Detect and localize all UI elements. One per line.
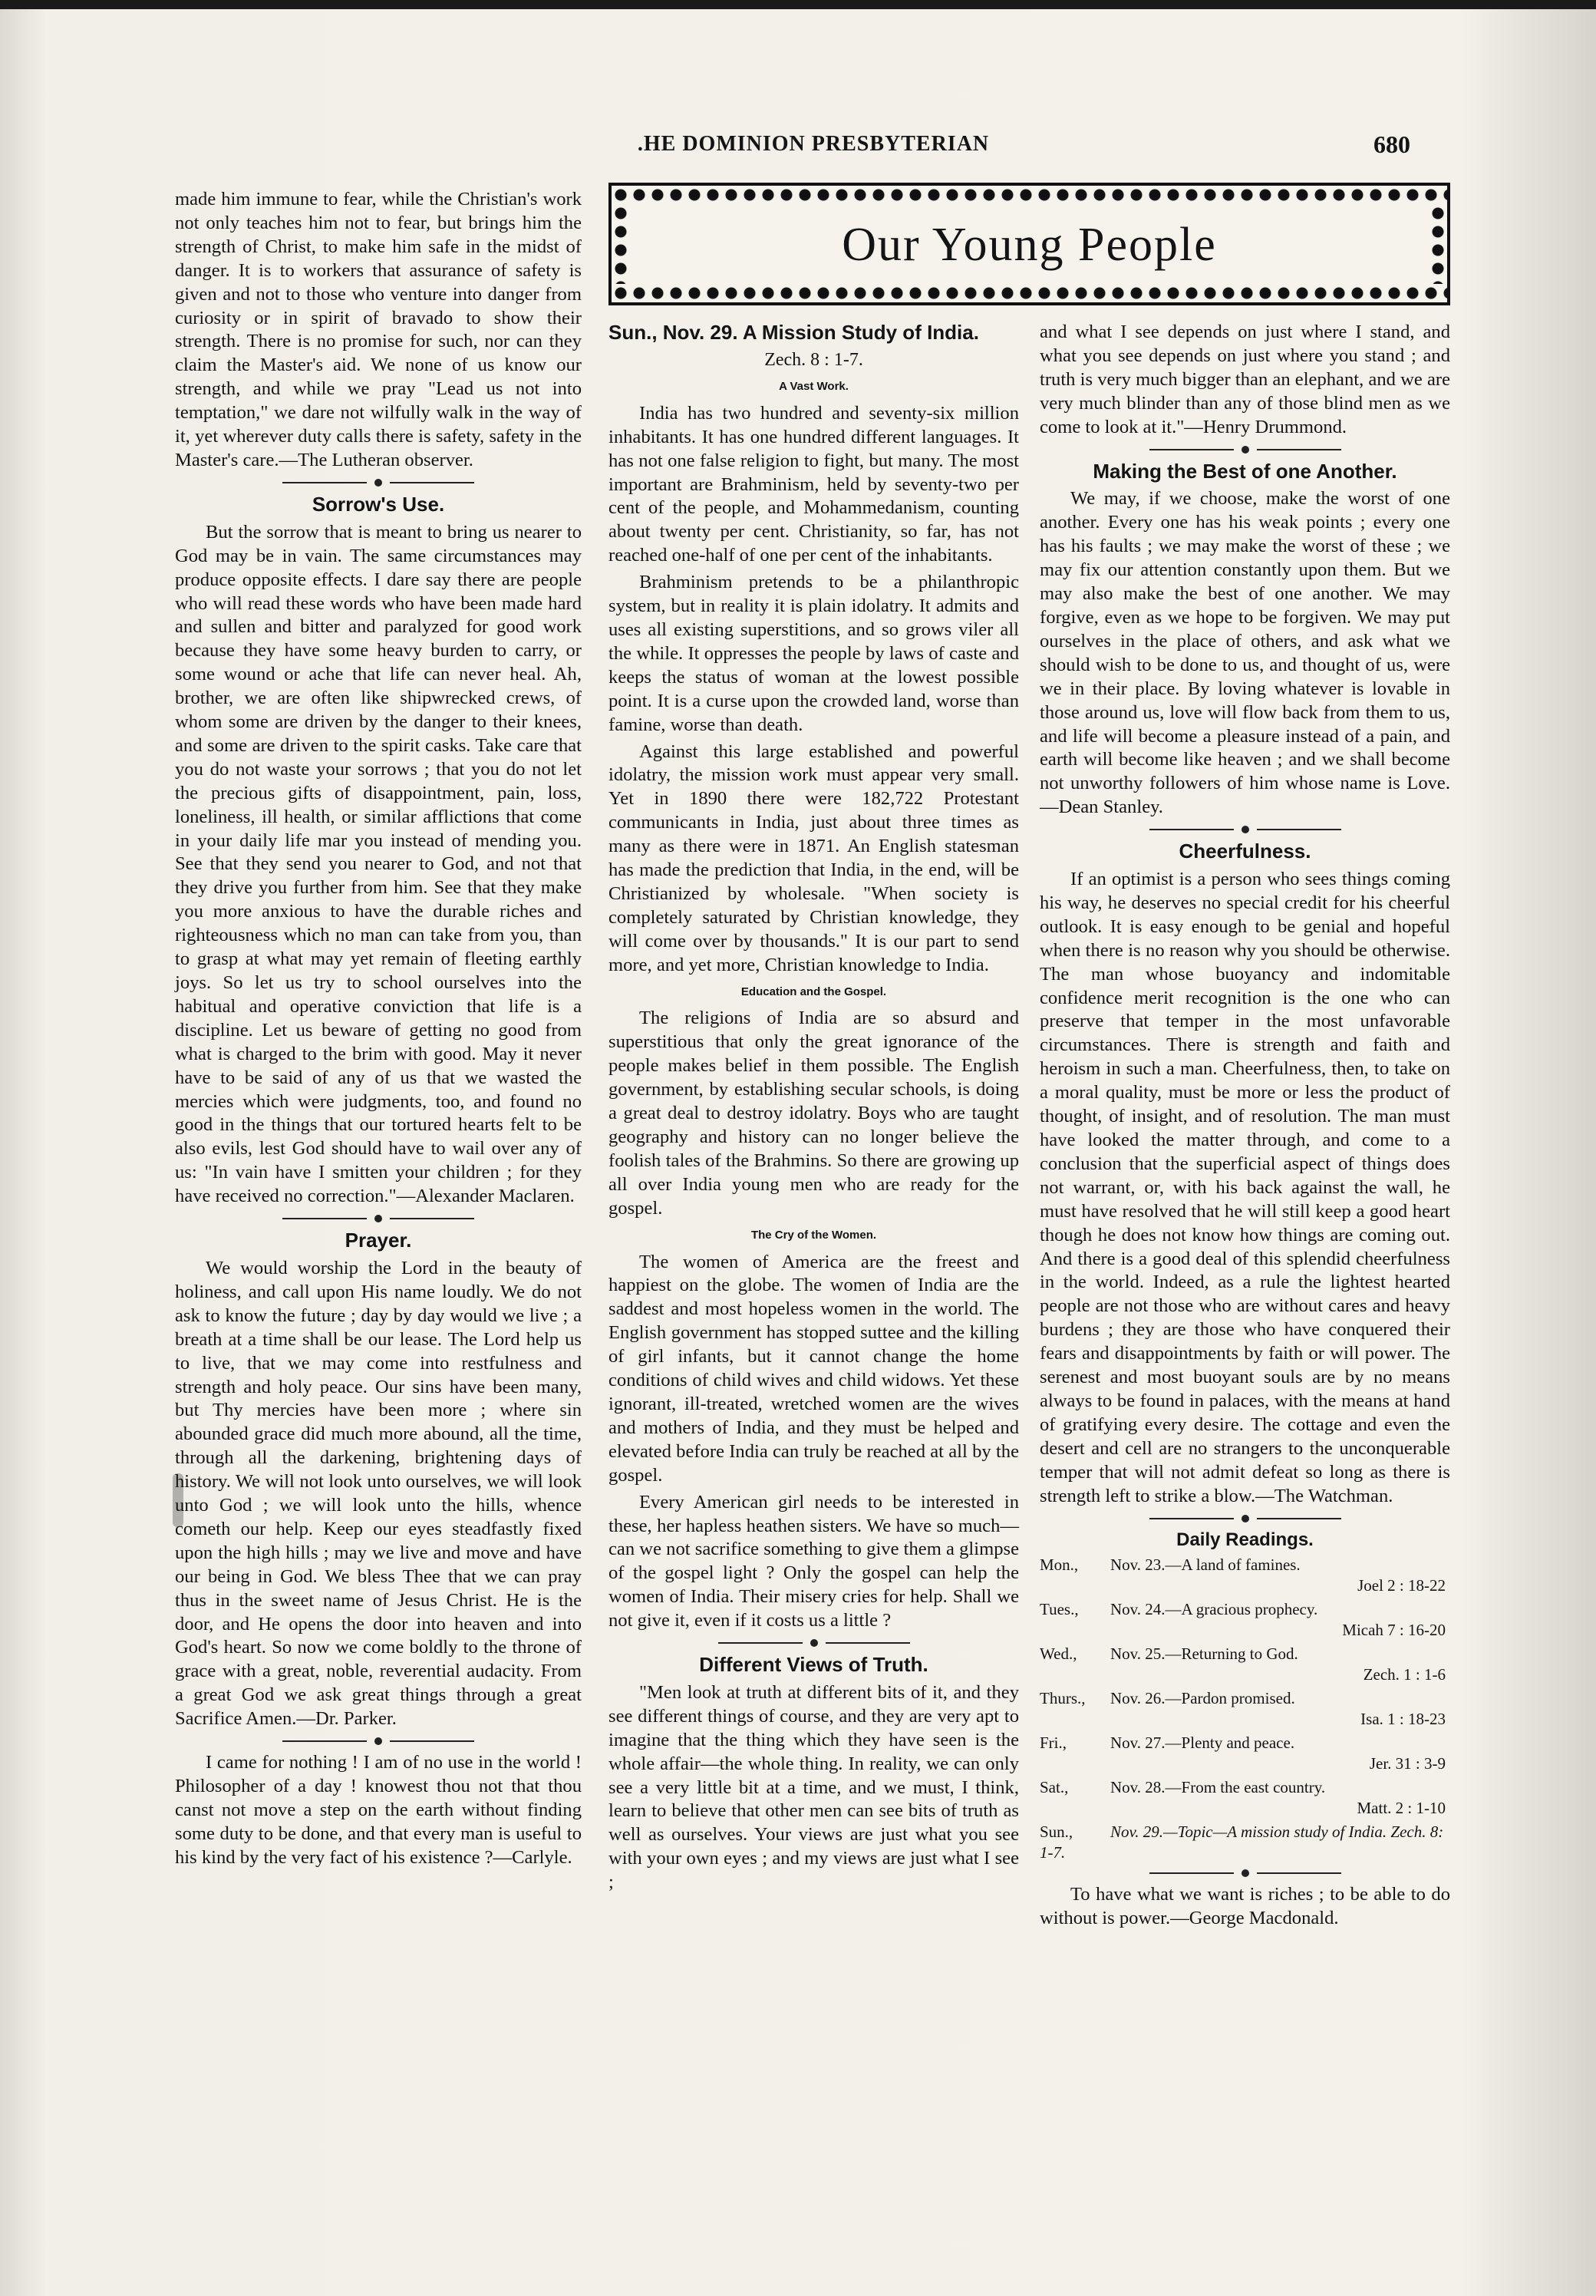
views-continued: and what I see depends on just where I stand, and what you see depends on just where you stand ; and truth is very much bigger than an elephant, and we are very much blinder than any of those blind men as we come to look at it."—Henry Drummond. (1040, 322, 1450, 437)
section-banner (608, 183, 1450, 305)
reading-item: Fri., Nov. 27.—Plenty and peace. Jer. 31 : 3-9 (1040, 1734, 1446, 1773)
reading-item: Wed., Nov. 25.—Returning to God. Zech. 1 : 1-6 (1040, 1644, 1446, 1684)
readings-list (1040, 1555, 1450, 1863)
ornament-rule (1040, 1515, 1450, 1522)
sorrow-paragraph: But the sorrow that is meant to bring us nearer to God may be in vain. The same circumstances may produce opposite effects. I dare say there are people who will read these words who have been made hard and sullen and bitter and paralyzed for good work because they have some heavy burden to carry, or some wound or ache that life can never heal. Ah, brother, we are often like shipwrecked crews, of whom some are driven by the danger to their knees, and some are driven to the spirit casks. Take care that you do not waste your sorrows ; that you do not let the precious gifts of disappointment, pain, loss, loneliness, ill health, or similar afflictions that come in your daily life mar you instead of mending you. See that they send you nearer to God, and not that they drive you further from him. See that they make you more anxious to have the durable riches and righteousness which no man can take from you, than to grasp at what may yet remain of fleeting earthly joys. So let us try to school ourselves into the habitual and operative conviction that life is a discipline. Let us beware of getting no good from what is charged to the brim with good. May it never have to be said of any of us that we wasted the mercies which were judgments, too, and found no good in the things that our tortured hearts felt to be also evils, lest God should have to wail over any of us: "In vain have I smitten your children ; for they have received no correction."—Alexander Maclaren. (175, 521, 582, 1207)
vast-work-heading: A Vast Work. (779, 379, 849, 393)
reading-item: Tues., Nov. 24.—A gracious prophecy. Micah 7 : 16-20 (1040, 1600, 1446, 1640)
carlyle-paragraph: I came for nothing ! I am of no use in the world ! Philosopher of a day ! knowest thou not that thou canst not move a step on the earth without finding some duty to be done, and that every man is useful to his kind by the very fact of his existence ?—Carlyle. (175, 1752, 582, 1868)
sorrow-heading: Sorrow's Use. (312, 492, 445, 516)
ornament-rule (175, 1737, 582, 1745)
vast-paragraph-3: Against this large established and powerful idolatry, the mission work must appear very small. Yet in 1890 there were 182,722 Protestant communicants in India, just about three times as many as there were in 1871. An English statesman has made the prediction that India, in the end, will be Christianized by wholesale. "When society is completely saturated by Christian knowledge, they will come over by thousands." It is our part to send more, and yet more, Christian knowledge to India. (608, 741, 1019, 975)
ornament-rule (175, 1215, 582, 1222)
readings-heading: Daily Readings. (1176, 1529, 1314, 1550)
cry-heading: The Cry of the Women. (750, 1228, 877, 1242)
education-heading: Education and the Gospel. (740, 985, 887, 998)
scan-top-edge (0, 0, 1596, 9)
reading-item: Thurs., Nov. 26.—Pardon promised. Isa. 1 : 18-23 (1040, 1689, 1446, 1729)
continued-paragraph: made him immune to fear, while the Christian's work not only teaches him not to fear, but brings him the strength of Christ, to make him safe in the midst of danger. It is to workers that assurance of safety is given and not to those who venture into danger from curiosity or in spirit of bravado to show their strength. There is no promise for such, nor can they claim the Master's aid. We none of us know our strength, and while we pray "Lead us not into temptation," we dare not wilfully walk in the way of it, yet wherever duty calls there is safety, safety in the Master's care.—The Lutheran observer. (175, 189, 582, 470)
running-head: .HE DOMINION PRESBYTERIAN (637, 132, 990, 156)
riches-paragraph: To have what we want is riches ; to be able to do without is power.—George Macdonald. (1040, 1884, 1450, 1929)
ornament-rule (1040, 446, 1450, 454)
vast-paragraph-2: Brahminism pretends to be a philanthropic system, but in reality it is plain idolatry. It admits and uses all existing superstitions, and so grows viler all the while. It oppresses the people by laws of caste and keeps the status of woman at the lowest possible point. It is a curse upon the crowded land, worse than famine, worse than death. (608, 572, 1019, 735)
ornament-rule (1040, 826, 1450, 833)
reading-item: Sat., Nov. 28.—From the east country. Matt. 2 : 1-10 (1040, 1778, 1446, 1818)
ornament-rule (175, 479, 582, 487)
ornament-rule (1040, 1869, 1450, 1877)
prayer-heading: Prayer. (345, 1229, 412, 1252)
middle-column (608, 321, 1019, 1898)
best-heading: Making the Best of one Another. (1093, 459, 1397, 483)
vast-paragraph-1: India has two hundred and seventy-six million inhabitants. It has one hundred different languages. It has not one false religion to fight, but many. The most important are Brahminism, held by seventy-two per cent of the people, and Mohammedanism, counting about twenty per cent. Christianity, so far, has not reached one-half of one per cent of the inhabitants. (608, 402, 1019, 566)
chain-border-top (612, 186, 1447, 204)
lesson-title: Sun., Nov. 29. A Mission Study of India. (608, 321, 979, 344)
right-column (1040, 321, 1450, 1934)
reading-item: Mon., Nov. 23.—A land of famines. Joel 2 : 18-22 (1040, 1555, 1446, 1595)
banner-title: Our Young People (842, 219, 1217, 271)
ornament-rule (608, 1639, 1019, 1647)
chain-border-bottom (612, 284, 1447, 302)
page-number: 680 (1373, 130, 1410, 158)
left-column (175, 188, 582, 1873)
reading-item-sunday: Sun., Nov. 29.—Topic—A mission study of India. Zech. 8: 1-7. (1040, 1823, 1444, 1862)
lesson-reference: Zech. 8 : 1-7. (764, 350, 863, 370)
views-paragraph: "Men look at truth at different bits of it, and they see different things of course, and they are very apt to imagine that the thing which they have seen is the whole affair—the whole thing. In reality, we can only see a very little bit at a time, and we must, I think, learn to believe that other men can see bits of truth as well as ourselves. Your views are just what you see with your own eyes ; and my views are just what I see ; (608, 1681, 1019, 1893)
views-heading: Different Views of Truth. (699, 1653, 928, 1677)
cry-paragraph-1: The women of America are the freest and happiest on the globe. The women of India are the saddest and most hopeless women in the world. The English government has stopped suttee and the killing of girl infants, but it cannot change the home conditions of child wives and child widows. Yet these ignorant, ill-treated, wretched women are the wives and mothers of India, and they must be helped and elevated before India can truly be reached at all by the gospel. (608, 1251, 1019, 1486)
cry-paragraph-2: Every American girl needs to be interested in these, her hapless heathen sisters. We have so much—can we not sacrifice something to give them a glimpse of the gospel light ? Only the gospel can help the women of India. Their misery cries for help. Shall we not give it, even if it costs us a little ? (608, 1491, 1019, 1631)
education-paragraph: The religions of India are so absurd and superstitious that only the great ignorance of the people makes belief in them possible. The English government, by establishing secular schools, is doing a great deal to destroy idolatry. Boys who are taught geography and history can no longer believe the foolish tales of the Brahmins. So there are growing up all over India young men who are ready for the gospel. (608, 1008, 1019, 1219)
cheer-heading: Cheerfulness. (1179, 840, 1311, 863)
best-paragraph: We may, if we choose, make the worst of one another. Every one has his weak points ; every one has his faults ; we may make the worst of these ; we may fix our attention constantly upon them. But we may also make the best of one another. We may forgive, even as we hope to be forgiven. We may put ourselves in the place of others, and ask what we should wish to be done to us, and thought of us, were we in their place. By loving whatever is lovable in those around us, love will flow back from them to us, and life will become a pleasure instead of a pain, and earth will become like heaven ; and we shall become not unworthy followers of him whose name is Love.—Dean Stanley. (1040, 488, 1450, 818)
cheer-paragraph: If an optimist is a person who sees things coming his way, he deserves no special credit for his cheerful outlook. It is easy enough to be genial and hopeful when there is no reason why you should be otherwise. The man whose buoyancy and indomitable confidence merit recognition is the one who can preserve that temper in the most unfavorable circumstances. There is strength and faith and heroism in such a man. Cheerfulness, then, to take on a moral quality, must be more or less the product of thought, of insight, and of resolution. The man must have looked the matter through, and come to a conclusion that the superficial aspect of things does not warrant, or, with his back against the wall, he must have resolved that he will still keep a good heart though he does not know how things are coming out. And there is a good deal of this splendid cheerfulness in the world. Indeed, as a rule the lightest hearted people are not those who are without cares and heavy burdens ; they are those who have conquered their fears and disappointments by faith or will power. The serenest and most buoyant souls are by no means always to be found in palaces, with the means at hand of gratifying every desire. The cottage and even the desert and cell are no strangers to the unconquerable temper that will not admit defeat so long as there is strength left to strike a blow.—The Watchman. (1040, 869, 1450, 1506)
prayer-paragraph: We would worship the Lord in the beauty of holiness, and call upon His name loudly. We do not ask to know the future ; day by day would we live ; a breath at a time shall be our lease. The Lord help us to live, that we may come into restfulness and strength and holy peace. Our sins have been many, but Thy mercies have been more ; where sin abounded grace did much more abound, all the time, through all the darkening, brightening days of history. We will not look unto ourselves, we will look unto God ; we will look unto the hills, whence cometh our help. Keep our eyes steadfastly fixed upon the high hills ; may we live and move and have our being in God. We bless Thee that we can pray thus in the sweet name of Jesus Christ. He is the door, and He opens the door into heaven and into God's heart. So now we come boldly to the throne of grace with a great, noble, reverential audacity. From a great God we ask great things through a great Sacrifice Amen.—Dr. Parker. (175, 1257, 582, 1730)
